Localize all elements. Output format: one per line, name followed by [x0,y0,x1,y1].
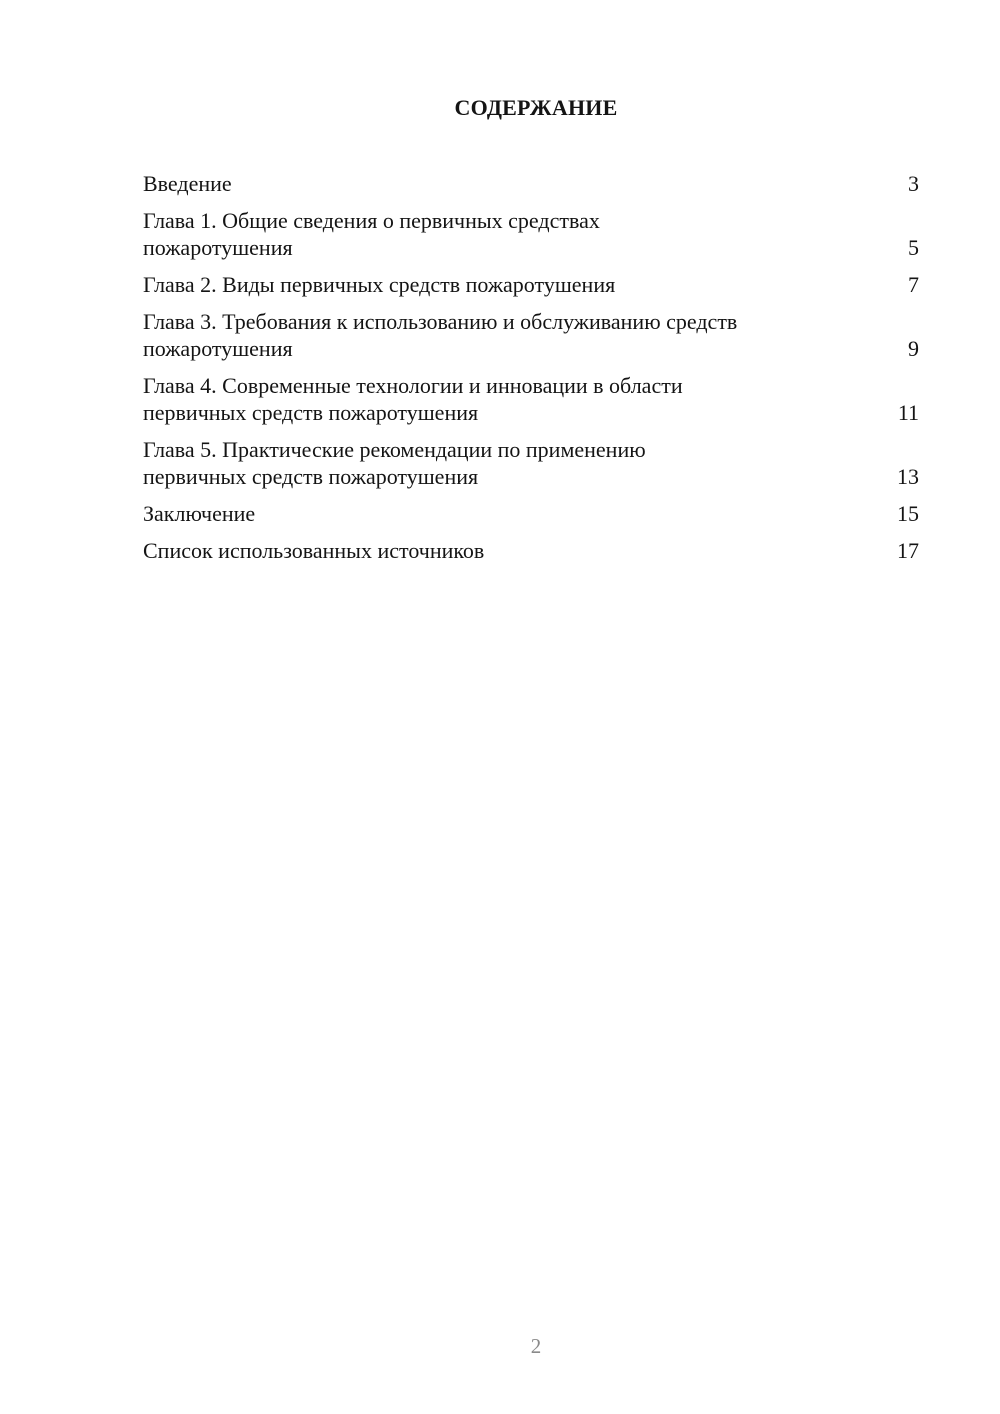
toc-entry-label [143,308,737,362]
toc-entry-chapter-2 [143,271,919,298]
toc-entry-label-line: Заключение [143,501,256,526]
toc-entry-label-line: пожаротушения [143,235,293,260]
toc-entry-page-number: 15 [897,501,919,526]
toc-entry-introduction [143,170,919,197]
toc-entry-page-number: 13 [897,464,919,489]
toc-entry-label [143,271,615,298]
toc-entry-chapter-4 [143,372,919,426]
toc-entry-label-line: Глава 4. Современные технологии и инновации в области [143,373,683,398]
toc-entry-label-line: Глава 5. Практические рекомендации по применению [143,437,646,462]
toc-entry-label-line: первичных средств пожаротушения [143,400,479,425]
toc-entry-page-number: 9 [908,336,919,361]
toc-entry-page-number: 5 [908,235,919,260]
toc-entry-chapter-3 [143,308,919,362]
toc-entry-label-line: Глава 1. Общие сведения о первичных средствах [143,208,600,233]
toc-entry-label [143,500,255,527]
toc-entry-page-number: 11 [897,400,919,425]
toc-entry-chapter-1 [143,207,919,261]
page-number: 2 [530,1334,542,1358]
toc-entry-label [143,436,646,490]
toc-entry-label-line: пожаротушения [143,336,293,361]
toc-entry-chapter-5 [143,436,919,490]
toc-entry-label-line: Глава 3. Требования к использованию и обслуживанию средств [143,309,738,334]
toc-entry-label [143,170,232,197]
toc-entry-conclusion [143,500,919,527]
toc-entry-label [143,372,683,426]
table-of-contents [143,170,919,574]
page-title: СОДЕРЖАНИЕ [454,95,618,120]
toc-entry-label-line: первичных средств пожаротушения [143,464,479,489]
toc-entry-page-number: 7 [908,272,919,297]
toc-entry-label [143,207,600,261]
toc-entry-label-line: Глава 2. Виды первичных средств пожаротушения [143,272,616,297]
toc-entry-label-line: Список использованных источников [143,538,485,563]
toc-entry-label-line: Введение [143,171,232,196]
toc-entry-label [143,537,484,564]
toc-entry-page-number: 17 [897,538,919,563]
toc-entry-references [143,537,919,564]
toc-entry-page-number: 3 [908,171,919,196]
